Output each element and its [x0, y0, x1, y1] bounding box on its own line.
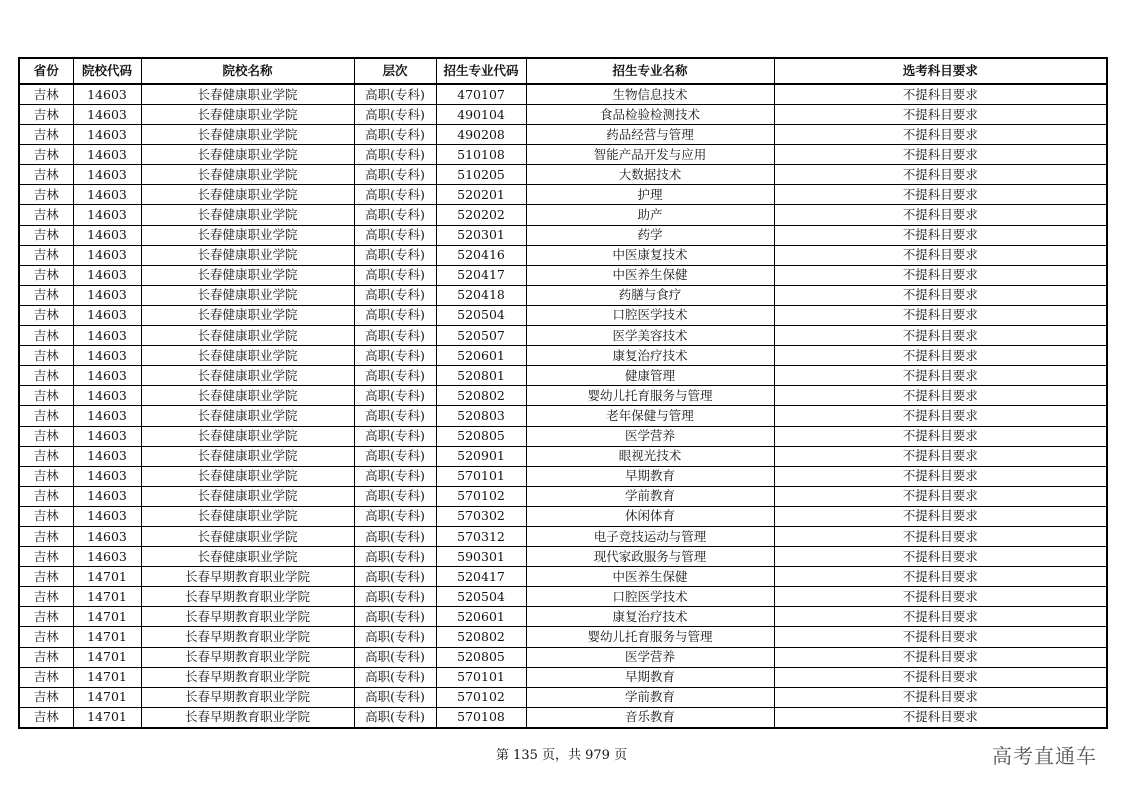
province-cell: 吉林 — [19, 506, 73, 526]
subject-requirement-cell: 不提科目要求 — [774, 607, 1107, 627]
province-cell: 吉林 — [19, 607, 73, 627]
table-row — [19, 165, 1107, 185]
school-code-cell: 14603 — [73, 265, 141, 285]
level-cell: 高职(专科) — [354, 466, 436, 486]
level-cell: 高职(专科) — [354, 506, 436, 526]
major-name-cell: 早期教育 — [526, 667, 774, 687]
level-cell: 高职(专科) — [354, 125, 436, 145]
subject-requirement-cell: 不提科目要求 — [774, 707, 1107, 728]
subject-requirement-cell: 不提科目要求 — [774, 647, 1107, 667]
school-name-cell: 长春早期教育职业学院 — [141, 667, 354, 687]
subject-requirement-cell: 不提科目要求 — [774, 426, 1107, 446]
major-code-cell: 510108 — [436, 145, 526, 165]
table-row — [19, 185, 1107, 205]
level-cell: 高职(专科) — [354, 326, 436, 346]
level-cell: 高职(专科) — [354, 486, 436, 506]
province-cell: 吉林 — [19, 667, 73, 687]
table-row — [19, 205, 1107, 225]
school-name-cell: 长春健康职业学院 — [141, 486, 354, 506]
major-name-cell: 音乐教育 — [526, 707, 774, 728]
major-code-cell: 490208 — [436, 125, 526, 145]
table-row — [19, 346, 1107, 366]
major-code-cell: 570101 — [436, 667, 526, 687]
major-name-cell: 中医康复技术 — [526, 245, 774, 265]
subject-requirement-cell: 不提科目要求 — [774, 225, 1107, 245]
level-cell: 高职(专科) — [354, 607, 436, 627]
major-code-cell: 520802 — [436, 386, 526, 406]
level-cell: 高职(专科) — [354, 84, 436, 105]
level-cell: 高职(专科) — [354, 587, 436, 607]
school-code-cell: 14701 — [73, 587, 141, 607]
level-cell: 高职(专科) — [354, 446, 436, 466]
major-name-cell: 药品经营与管理 — [526, 125, 774, 145]
table-row — [19, 506, 1107, 526]
major-name-cell: 健康管理 — [526, 366, 774, 386]
table-row — [19, 406, 1107, 426]
subject-requirement-cell: 不提科目要求 — [774, 486, 1107, 506]
province-cell: 吉林 — [19, 386, 73, 406]
school-code-cell: 14603 — [73, 506, 141, 526]
subject-requirement-cell: 不提科目要求 — [774, 245, 1107, 265]
level-cell: 高职(专科) — [354, 547, 436, 567]
province-cell: 吉林 — [19, 245, 73, 265]
major-code-cell: 570102 — [436, 486, 526, 506]
province-cell: 吉林 — [19, 687, 73, 707]
table-row — [19, 567, 1107, 587]
level-cell: 高职(专科) — [354, 185, 436, 205]
subject-requirement-cell: 不提科目要求 — [774, 84, 1107, 105]
major-code-cell: 520417 — [436, 567, 526, 587]
major-name-cell: 医学营养 — [526, 426, 774, 446]
major-name-cell: 婴幼儿托育服务与管理 — [526, 386, 774, 406]
province-cell: 吉林 — [19, 326, 73, 346]
table-row — [19, 647, 1107, 667]
major-name-cell: 康复治疗技术 — [526, 607, 774, 627]
school-code-cell: 14603 — [73, 466, 141, 486]
school-code-cell: 14603 — [73, 486, 141, 506]
major-code-cell: 570102 — [436, 687, 526, 707]
table-row — [19, 245, 1107, 265]
province-cell: 吉林 — [19, 366, 73, 386]
school-name-cell: 长春健康职业学院 — [141, 446, 354, 466]
province-cell: 吉林 — [19, 707, 73, 728]
province-cell: 吉林 — [19, 225, 73, 245]
level-cell: 高职(专科) — [354, 305, 436, 325]
province-cell: 吉林 — [19, 406, 73, 426]
subject-requirement-cell: 不提科目要求 — [774, 366, 1107, 386]
major-code-cell: 510205 — [436, 165, 526, 185]
school-name-cell: 长春早期教育职业学院 — [141, 707, 354, 728]
subject-requirement-cell: 不提科目要求 — [774, 326, 1107, 346]
school-code-cell: 14701 — [73, 627, 141, 647]
school-name-cell: 长春健康职业学院 — [141, 165, 354, 185]
subject-requirement-cell: 不提科目要求 — [774, 185, 1107, 205]
province-cell: 吉林 — [19, 587, 73, 607]
major-name-cell: 休闲体育 — [526, 506, 774, 526]
major-code-cell: 520601 — [436, 607, 526, 627]
page-footer: 第 135 页，共 979 页 — [495, 748, 628, 763]
table-row — [19, 386, 1107, 406]
school-code-cell: 14603 — [73, 145, 141, 165]
major-name-cell: 医学营养 — [526, 647, 774, 667]
province-cell: 吉林 — [19, 165, 73, 185]
level-cell: 高职(专科) — [354, 627, 436, 647]
subject-requirement-cell: 不提科目要求 — [774, 265, 1107, 285]
school-name-cell: 长春健康职业学院 — [141, 225, 354, 245]
major-code-cell: 520417 — [436, 265, 526, 285]
province-cell: 吉林 — [19, 627, 73, 647]
province-cell: 吉林 — [19, 547, 73, 567]
subject-requirement-cell: 不提科目要求 — [774, 406, 1107, 426]
major-name-cell: 医学美容技术 — [526, 326, 774, 346]
subject-requirement-cell: 不提科目要求 — [774, 105, 1107, 125]
school-name-cell: 长春健康职业学院 — [141, 506, 354, 526]
table-row — [19, 225, 1107, 245]
province-cell: 吉林 — [19, 105, 73, 125]
major-code-cell: 520504 — [436, 587, 526, 607]
watermark-logo-text: 高考直通车 — [992, 744, 1097, 768]
subject-requirement-cell: 不提科目要求 — [774, 627, 1107, 647]
school-code-cell: 14603 — [73, 125, 141, 145]
subject-requirement-cell: 不提科目要求 — [774, 587, 1107, 607]
header-level: 层次 — [354, 58, 436, 84]
school-code-cell: 14701 — [73, 607, 141, 627]
major-name-cell: 中医养生保健 — [526, 567, 774, 587]
major-code-cell: 520802 — [436, 627, 526, 647]
table-row — [19, 707, 1107, 728]
major-name-cell: 口腔医学技术 — [526, 305, 774, 325]
school-name-cell: 长春健康职业学院 — [141, 406, 354, 426]
school-code-cell: 14603 — [73, 105, 141, 125]
level-cell: 高职(专科) — [354, 406, 436, 426]
major-code-cell: 520418 — [436, 285, 526, 305]
table-body — [19, 84, 1107, 728]
major-name-cell: 大数据技术 — [526, 165, 774, 185]
school-code-cell: 14701 — [73, 647, 141, 667]
level-cell: 高职(专科) — [354, 687, 436, 707]
table-row — [19, 446, 1107, 466]
table-row — [19, 466, 1107, 486]
major-name-cell: 智能产品开发与应用 — [526, 145, 774, 165]
major-name-cell: 电子竞技运动与管理 — [526, 526, 774, 546]
major-code-cell: 520202 — [436, 205, 526, 225]
major-name-cell: 婴幼儿托育服务与管理 — [526, 627, 774, 647]
major-code-cell: 520805 — [436, 647, 526, 667]
table-row — [19, 145, 1107, 165]
major-name-cell: 早期教育 — [526, 466, 774, 486]
major-name-cell: 学前教育 — [526, 486, 774, 506]
admissions-table-container — [18, 57, 1106, 729]
school-code-cell: 14603 — [73, 547, 141, 567]
table-header — [19, 58, 1107, 84]
subject-requirement-cell: 不提科目要求 — [774, 567, 1107, 587]
school-code-cell: 14603 — [73, 426, 141, 446]
school-name-cell: 长春早期教育职业学院 — [141, 627, 354, 647]
major-name-cell: 眼视光技术 — [526, 446, 774, 466]
table-row — [19, 265, 1107, 285]
major-code-cell: 570108 — [436, 707, 526, 728]
subject-requirement-cell: 不提科目要求 — [774, 506, 1107, 526]
province-cell: 吉林 — [19, 84, 73, 105]
province-cell: 吉林 — [19, 426, 73, 446]
province-cell: 吉林 — [19, 265, 73, 285]
school-name-cell: 长春健康职业学院 — [141, 185, 354, 205]
major-code-cell: 520504 — [436, 305, 526, 325]
header-school-name: 院校名称 — [141, 58, 354, 84]
major-name-cell: 康复治疗技术 — [526, 346, 774, 366]
major-name-cell: 助产 — [526, 205, 774, 225]
school-name-cell: 长春健康职业学院 — [141, 285, 354, 305]
table-row — [19, 125, 1107, 145]
school-code-cell: 14701 — [73, 707, 141, 728]
school-code-cell: 14603 — [73, 526, 141, 546]
school-code-cell: 14603 — [73, 245, 141, 265]
province-cell: 吉林 — [19, 185, 73, 205]
major-code-cell: 520805 — [436, 426, 526, 446]
major-code-cell: 570312 — [436, 526, 526, 546]
header-row — [19, 58, 1107, 84]
major-name-cell: 食品检验检测技术 — [526, 105, 774, 125]
subject-requirement-cell: 不提科目要求 — [774, 165, 1107, 185]
level-cell: 高职(专科) — [354, 245, 436, 265]
level-cell: 高职(专科) — [354, 647, 436, 667]
level-cell: 高职(专科) — [354, 426, 436, 446]
header-subject-requirement: 选考科目要求 — [774, 58, 1107, 84]
table-row — [19, 687, 1107, 707]
header-school-code: 院校代码 — [73, 58, 141, 84]
major-name-cell: 护理 — [526, 185, 774, 205]
admissions-table — [18, 57, 1108, 729]
table-row — [19, 285, 1107, 305]
province-cell: 吉林 — [19, 145, 73, 165]
school-name-cell: 长春早期教育职业学院 — [141, 587, 354, 607]
major-name-cell: 现代家政服务与管理 — [526, 547, 774, 567]
level-cell: 高职(专科) — [354, 205, 436, 225]
province-cell: 吉林 — [19, 446, 73, 466]
school-code-cell: 14603 — [73, 225, 141, 245]
table-row — [19, 667, 1107, 687]
school-code-cell: 14603 — [73, 326, 141, 346]
province-cell: 吉林 — [19, 466, 73, 486]
major-code-cell: 520301 — [436, 225, 526, 245]
table-row — [19, 84, 1107, 105]
header-major-name: 招生专业名称 — [526, 58, 774, 84]
subject-requirement-cell: 不提科目要求 — [774, 547, 1107, 567]
level-cell: 高职(专科) — [354, 346, 436, 366]
major-code-cell: 470107 — [436, 84, 526, 105]
table-row — [19, 305, 1107, 325]
subject-requirement-cell: 不提科目要求 — [774, 446, 1107, 466]
level-cell: 高职(专科) — [354, 145, 436, 165]
subject-requirement-cell: 不提科目要求 — [774, 667, 1107, 687]
school-code-cell: 14603 — [73, 165, 141, 185]
province-cell: 吉林 — [19, 125, 73, 145]
province-cell: 吉林 — [19, 205, 73, 225]
subject-requirement-cell: 不提科目要求 — [774, 305, 1107, 325]
province-cell: 吉林 — [19, 647, 73, 667]
school-name-cell: 长春早期教育职业学院 — [141, 687, 354, 707]
table-row — [19, 627, 1107, 647]
subject-requirement-cell: 不提科目要求 — [774, 285, 1107, 305]
school-code-cell: 14701 — [73, 687, 141, 707]
table-row — [19, 526, 1107, 546]
level-cell: 高职(专科) — [354, 567, 436, 587]
subject-requirement-cell: 不提科目要求 — [774, 526, 1107, 546]
school-code-cell: 14603 — [73, 346, 141, 366]
level-cell: 高职(专科) — [354, 667, 436, 687]
school-name-cell: 长春健康职业学院 — [141, 145, 354, 165]
major-name-cell: 中医养生保健 — [526, 265, 774, 285]
school-code-cell: 14701 — [73, 567, 141, 587]
table-row — [19, 326, 1107, 346]
school-name-cell: 长春健康职业学院 — [141, 426, 354, 446]
school-code-cell: 14603 — [73, 366, 141, 386]
major-name-cell: 口腔医学技术 — [526, 587, 774, 607]
major-name-cell: 生物信息技术 — [526, 84, 774, 105]
table-row — [19, 547, 1107, 567]
school-name-cell: 长春健康职业学院 — [141, 366, 354, 386]
level-cell: 高职(专科) — [354, 105, 436, 125]
subject-requirement-cell: 不提科目要求 — [774, 687, 1107, 707]
major-name-cell: 药膳与食疗 — [526, 285, 774, 305]
table-row — [19, 105, 1107, 125]
school-code-cell: 14603 — [73, 185, 141, 205]
province-cell: 吉林 — [19, 526, 73, 546]
table-row — [19, 426, 1107, 446]
major-code-cell: 520201 — [436, 185, 526, 205]
province-cell: 吉林 — [19, 567, 73, 587]
subject-requirement-cell: 不提科目要求 — [774, 205, 1107, 225]
subject-requirement-cell: 不提科目要求 — [774, 346, 1107, 366]
header-major-code: 招生专业代码 — [436, 58, 526, 84]
major-code-cell: 570101 — [436, 466, 526, 486]
school-name-cell: 长春健康职业学院 — [141, 84, 354, 105]
province-cell: 吉林 — [19, 486, 73, 506]
school-code-cell: 14603 — [73, 446, 141, 466]
major-name-cell: 药学 — [526, 225, 774, 245]
province-cell: 吉林 — [19, 305, 73, 325]
major-code-cell: 520416 — [436, 245, 526, 265]
major-code-cell: 590301 — [436, 547, 526, 567]
school-name-cell: 长春早期教育职业学院 — [141, 567, 354, 587]
major-code-cell: 520901 — [436, 446, 526, 466]
subject-requirement-cell: 不提科目要求 — [774, 386, 1107, 406]
major-code-cell: 520601 — [436, 346, 526, 366]
header-province: 省份 — [19, 58, 73, 84]
major-code-cell: 490104 — [436, 105, 526, 125]
school-name-cell: 长春健康职业学院 — [141, 346, 354, 366]
level-cell: 高职(专科) — [354, 225, 436, 245]
school-name-cell: 长春健康职业学院 — [141, 205, 354, 225]
major-name-cell: 老年保健与管理 — [526, 406, 774, 426]
subject-requirement-cell: 不提科目要求 — [774, 125, 1107, 145]
major-name-cell: 学前教育 — [526, 687, 774, 707]
school-code-cell: 14701 — [73, 667, 141, 687]
major-code-cell: 520803 — [436, 406, 526, 426]
school-name-cell: 长春健康职业学院 — [141, 547, 354, 567]
school-name-cell: 长春健康职业学院 — [141, 125, 354, 145]
table-row — [19, 587, 1107, 607]
school-name-cell: 长春早期教育职业学院 — [141, 647, 354, 667]
level-cell: 高职(专科) — [354, 265, 436, 285]
level-cell: 高职(专科) — [354, 366, 436, 386]
school-name-cell: 长春健康职业学院 — [141, 265, 354, 285]
school-name-cell: 长春早期教育职业学院 — [141, 607, 354, 627]
school-code-cell: 14603 — [73, 205, 141, 225]
school-name-cell: 长春健康职业学院 — [141, 526, 354, 546]
school-code-cell: 14603 — [73, 285, 141, 305]
province-cell: 吉林 — [19, 285, 73, 305]
major-code-cell: 570302 — [436, 506, 526, 526]
school-code-cell: 14603 — [73, 406, 141, 426]
major-code-cell: 520801 — [436, 366, 526, 386]
table-row — [19, 366, 1107, 386]
school-code-cell: 14603 — [73, 84, 141, 105]
school-name-cell: 长春健康职业学院 — [141, 305, 354, 325]
school-name-cell: 长春健康职业学院 — [141, 326, 354, 346]
level-cell: 高职(专科) — [354, 386, 436, 406]
table-row — [19, 486, 1107, 506]
school-code-cell: 14603 — [73, 305, 141, 325]
table-row — [19, 607, 1107, 627]
level-cell: 高职(专科) — [354, 285, 436, 305]
school-name-cell: 长春健康职业学院 — [141, 245, 354, 265]
province-cell: 吉林 — [19, 346, 73, 366]
school-name-cell: 长春健康职业学院 — [141, 386, 354, 406]
level-cell: 高职(专科) — [354, 707, 436, 728]
level-cell: 高职(专科) — [354, 526, 436, 546]
school-name-cell: 长春健康职业学院 — [141, 105, 354, 125]
school-name-cell: 长春健康职业学院 — [141, 466, 354, 486]
school-code-cell: 14603 — [73, 386, 141, 406]
subject-requirement-cell: 不提科目要求 — [774, 145, 1107, 165]
level-cell: 高职(专科) — [354, 165, 436, 185]
major-code-cell: 520507 — [436, 326, 526, 346]
subject-requirement-cell: 不提科目要求 — [774, 466, 1107, 486]
